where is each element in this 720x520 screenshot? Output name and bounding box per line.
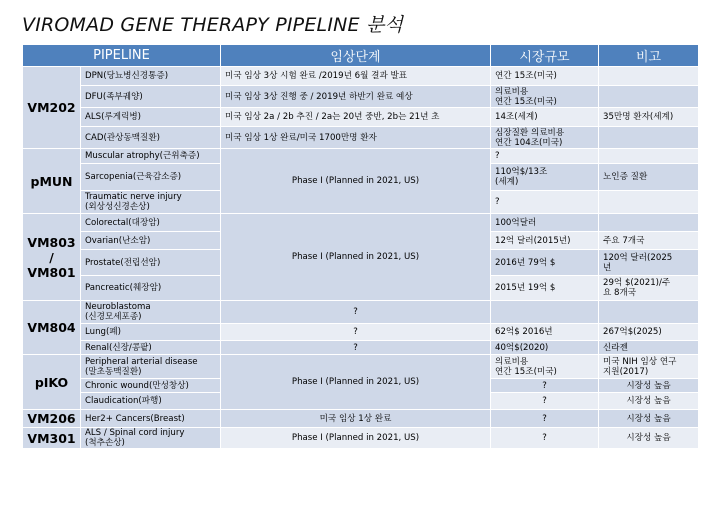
cell-line: 신라젠 <box>603 342 628 353</box>
market-cell <box>491 232 599 250</box>
cell-line: VM202 <box>27 100 76 115</box>
program-name <box>23 428 81 449</box>
indication-cell <box>81 86 221 108</box>
header-remarks: 비고 <box>599 45 699 67</box>
indication-cell <box>81 428 221 449</box>
cell-line: (신경모세포종) <box>85 312 142 322</box>
cell-line: 노인증 질환 <box>603 172 648 182</box>
cell-line: Her2+ Cancers(Breast) <box>85 413 185 424</box>
market-cell <box>491 250 599 276</box>
remarks-cell <box>599 191 699 214</box>
market-cell <box>491 410 599 428</box>
cell-line: Peripheral arterial disease <box>85 356 198 367</box>
pipeline-table <box>22 44 699 449</box>
indication-cell <box>81 127 221 149</box>
cell-line: ? <box>542 433 547 443</box>
market-cell <box>491 301 599 324</box>
header-row <box>23 45 699 67</box>
table-body <box>23 67 699 449</box>
cell-line: ALS / Spinal cord injury <box>85 428 185 438</box>
table-row <box>23 149 699 164</box>
table-row <box>23 355 699 379</box>
indication-cell <box>81 341 221 355</box>
program-name <box>23 301 81 355</box>
cell-line: 미국 임상 1상 완료/미국 1700만명 환자 <box>225 132 377 143</box>
market-cell <box>491 355 599 379</box>
remarks-cell <box>599 232 699 250</box>
phase-cell <box>221 301 491 324</box>
cell-line: ? <box>353 327 358 337</box>
program-name <box>23 410 81 428</box>
table-row <box>23 67 699 86</box>
phase-cell <box>221 86 491 108</box>
cell-line: 100억달러 <box>495 217 537 228</box>
indication-cell <box>81 324 221 341</box>
cell-line: DPN(당뇨병신경통증) <box>85 71 169 81</box>
phase-cell <box>221 428 491 449</box>
cell-line: VM206 <box>27 411 76 426</box>
cell-line: Colorectal(대장암) <box>85 217 160 228</box>
remarks-cell <box>599 164 699 191</box>
cell-line: 35만명 환자(세계) <box>603 112 674 122</box>
cell-line: Prostate(전립선암) <box>85 257 161 268</box>
cell-line: Traumatic nerve injury <box>85 192 182 202</box>
cell-line: 심장질환 의료비용 <box>495 127 565 138</box>
cell-line: 14조(세계) <box>495 112 538 122</box>
indication-cell <box>81 67 221 86</box>
remarks-cell <box>599 149 699 164</box>
market-cell <box>491 127 599 149</box>
table-row <box>23 86 699 108</box>
indication-cell <box>81 191 221 214</box>
cell-line: 미국 임상 3상 진행 중 / 2019년 하반기 완료 예상 <box>225 91 413 102</box>
cell-line: 2015년 19억 $ <box>495 283 556 293</box>
cell-line: 의료비용 <box>495 86 529 97</box>
market-cell <box>491 324 599 341</box>
indication-cell <box>81 301 221 324</box>
cell-line: pIKO <box>34 374 69 390</box>
cell-line: 시장성 높음 <box>626 433 671 443</box>
cell-line: Chronic wound(만성창상) <box>85 380 189 391</box>
cell-line: 연간 104조(미국) <box>495 137 563 148</box>
market-cell <box>491 108 599 127</box>
cell-line: ? <box>495 151 500 161</box>
phase-cell <box>221 410 491 428</box>
cell-line: Sarcopenia(근육감소증) <box>85 172 182 182</box>
market-cell <box>491 276 599 301</box>
phase-cell <box>221 324 491 341</box>
cell-line: 시장성 높음 <box>626 396 671 406</box>
cell-line: 미국 임상 2a / 2b 추진 / 2a는 20년 중반, 2b는 21년 초 <box>225 112 440 122</box>
cell-line: VM801 <box>27 264 76 280</box>
cell-line: ? <box>542 413 547 424</box>
indication-cell <box>81 149 221 164</box>
remarks-cell <box>599 214 699 232</box>
cell-line: 년 <box>603 262 612 273</box>
remarks-cell <box>599 127 699 149</box>
cell-line: (외상성신경손상) <box>85 202 150 212</box>
cell-line: ALS(루게릭병) <box>85 112 142 122</box>
remarks-cell <box>599 355 699 379</box>
market-cell <box>491 149 599 164</box>
indication-cell <box>81 232 221 250</box>
program-name <box>23 149 81 214</box>
cell-line: Phase I (Planned in 2021, US) <box>291 377 420 387</box>
cell-line: (척추손상) <box>85 438 125 448</box>
cell-line: (말초동맥질환) <box>85 366 142 377</box>
indication-cell <box>81 393 221 410</box>
phase-cell <box>221 67 491 86</box>
cell-line: DFU(족부궤양) <box>85 91 143 102</box>
cell-line: Phase I (Planned in 2021, US) <box>291 176 420 186</box>
market-cell <box>491 67 599 86</box>
cell-line: Phase I (Planned in 2021, US) <box>291 433 420 443</box>
market-cell <box>491 341 599 355</box>
header-pipeline: PIPELINE <box>23 45 221 67</box>
cell-line: VM803 <box>27 234 76 250</box>
indication-cell <box>81 250 221 276</box>
cell-line: Claudication(파행) <box>85 396 162 406</box>
market-cell <box>491 164 599 191</box>
cell-line: 40억$(2020) <box>495 342 549 353</box>
header-market-size: 시장규모 <box>491 45 599 67</box>
cell-line: Renal(신장/콩팥) <box>85 342 152 353</box>
cell-line: Phase I (Planned in 2021, US) <box>291 252 420 262</box>
cell-line: ? <box>353 307 358 317</box>
cell-line: ? <box>353 342 358 353</box>
cell-line: CAD(관상동맥질환) <box>85 132 161 143</box>
cell-line: Neuroblastoma <box>85 302 151 312</box>
cell-line: 110억$/13조 <box>495 167 548 177</box>
indication-cell <box>81 355 221 379</box>
program-name <box>23 67 81 149</box>
table-row <box>23 301 699 324</box>
cell-line: 267억$(2025) <box>603 327 662 337</box>
market-cell <box>491 393 599 410</box>
table-row <box>23 428 699 449</box>
table-row <box>23 324 699 341</box>
indication-cell <box>81 108 221 127</box>
program-name <box>23 355 81 410</box>
cell-line: 의료비용 <box>495 356 529 367</box>
table-row <box>23 108 699 127</box>
indication-cell <box>81 410 221 428</box>
phase-cell <box>221 355 491 410</box>
table-row <box>23 410 699 428</box>
cell-line: Muscular atrophy(근위축증) <box>85 151 200 161</box>
cell-line: 연간 15조(미국) <box>495 71 557 81</box>
remarks-cell <box>599 67 699 86</box>
indication-cell <box>81 164 221 191</box>
table-row <box>23 341 699 355</box>
cell-line: 120억 달러(2025 <box>603 252 673 263</box>
phase-cell <box>221 341 491 355</box>
cell-line: 미국 임상 3상 시험 완료 /2019년 6월 결과 발표 <box>225 71 408 81</box>
cell-line: 요 8개국 <box>603 288 637 298</box>
market-cell <box>491 86 599 108</box>
header-clinical-phase: 임상단계 <box>221 45 491 67</box>
page-title: VIROMAD GENE THERAPY PIPELINE 분석 <box>22 14 404 36</box>
cell-line: Ovarian(난소암) <box>85 235 151 246</box>
cell-line: 2016년 79억 $ <box>495 257 556 268</box>
cell-line: Lung(폐) <box>85 327 121 337</box>
remarks-cell <box>599 341 699 355</box>
cell-line: VM804 <box>27 320 76 335</box>
cell-line: ? <box>542 396 547 406</box>
market-cell <box>491 214 599 232</box>
cell-line: 미국 NIH 임상 연구 <box>603 356 677 367</box>
cell-line: 시장성 높음 <box>626 413 671 424</box>
remarks-cell <box>599 393 699 410</box>
cell-line: 주요 7개국 <box>603 235 645 246</box>
phase-cell <box>221 127 491 149</box>
program-name <box>23 214 81 301</box>
cell-line: ? <box>542 380 547 391</box>
cell-line: 지원(2017) <box>603 366 649 377</box>
remarks-cell <box>599 301 699 324</box>
phase-cell <box>221 149 491 214</box>
remarks-cell <box>599 108 699 127</box>
remarks-cell <box>599 410 699 428</box>
remarks-cell <box>599 250 699 276</box>
table-row <box>23 127 699 149</box>
cell-line: 62억$ 2016년 <box>495 327 553 337</box>
indication-cell <box>81 276 221 301</box>
phase-cell <box>221 214 491 301</box>
remarks-cell <box>599 276 699 301</box>
cell-line: 시장성 높음 <box>626 380 671 391</box>
cell-line: 미국 임상 1상 완료 <box>319 413 392 424</box>
remarks-cell <box>599 86 699 108</box>
market-cell <box>491 428 599 449</box>
table-row <box>23 214 699 232</box>
cell-line: 12억 달러(2015년) <box>495 235 571 246</box>
cell-line: (세계) <box>495 177 519 187</box>
phase-cell <box>221 108 491 127</box>
indication-cell <box>81 379 221 393</box>
cell-line: 연간 15조(미국) <box>495 96 557 107</box>
remarks-cell <box>599 324 699 341</box>
market-cell <box>491 191 599 214</box>
cell-line: 연간 15조(미국) <box>495 366 557 377</box>
cell-line: 29억 $(2021)/주 <box>603 278 671 288</box>
cell-line: Pancreatic(췌장암) <box>85 283 162 293</box>
cell-line: ? <box>495 197 500 207</box>
remarks-cell <box>599 428 699 449</box>
cell-line: pMUN <box>30 173 73 189</box>
remarks-cell <box>599 379 699 393</box>
cell-line: / <box>49 249 54 265</box>
cell-line: VM301 <box>27 430 76 446</box>
indication-cell <box>81 214 221 232</box>
market-cell <box>491 379 599 393</box>
